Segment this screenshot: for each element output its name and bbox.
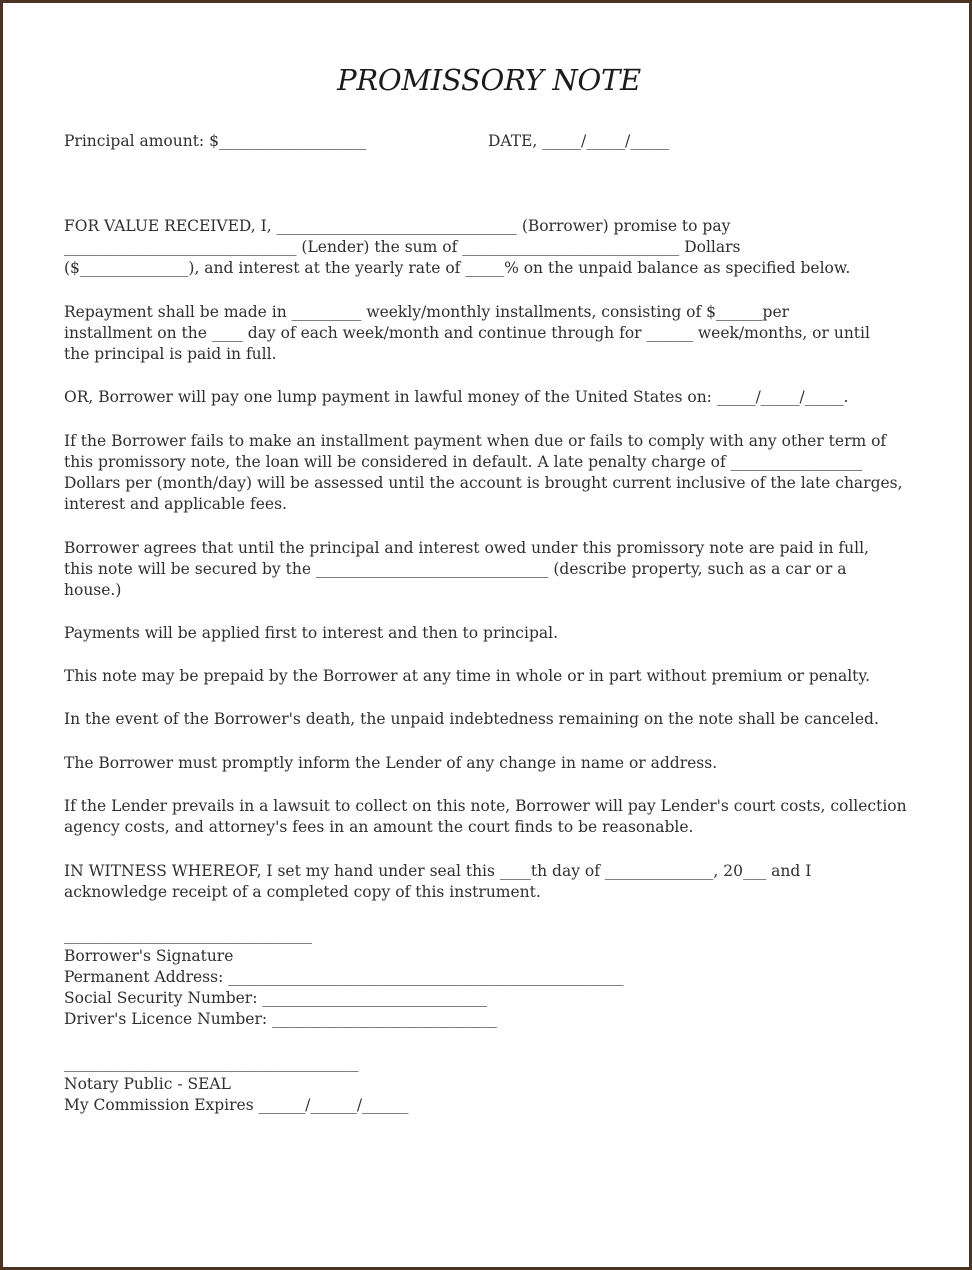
paragraph-4-line: this promissory note, the loan will be considered in default. A late penalty charge of _________________ xyxy=(64,453,863,471)
paragraph-2-line: installment on the ____ day of each week/month and continue through for ______ week/months, or until xyxy=(64,324,870,342)
paragraph-1-line: FOR VALUE RECEIVED, I, _______________________________ (Borrower) promise to pay xyxy=(64,217,731,235)
paragraph-4-line: If the Borrower fails to make an installment payment when due or fails to comply with any other term of xyxy=(64,432,887,450)
paragraph-11-line: IN WITNESS WHEREOF, I set my hand under seal this ____th day of ______________, 20___ and I xyxy=(64,862,812,880)
paragraph-7-line: This note may be prepaid by the Borrower at any time in whole or in part without premium or penalty. xyxy=(64,667,871,685)
paragraph-10-line: agency costs, and attorney's fees in an amount the court finds to be reasonable. xyxy=(64,818,694,836)
date-field: DATE, _____/_____/_____ xyxy=(488,132,669,150)
notary-seal-label: Notary Public - SEAL xyxy=(64,1075,231,1093)
paragraph-1-line: ($______________), and interest at the yearly rate of _____% on the unpaid balance as specified below. xyxy=(64,259,851,277)
paragraph-2-line: the principal is paid in full. xyxy=(64,345,277,363)
paragraph-9-line: The Borrower must promptly inform the Lender of any change in name or address. xyxy=(64,754,718,772)
paragraph-4-line: Dollars per (month/day) will be assessed until the account is brought current inclusive of the late charges, xyxy=(64,474,903,492)
social-security-field: Social Security Number: _____________________________ xyxy=(64,989,488,1007)
drivers-licence-field: Driver's Licence Number: _____________________________ xyxy=(64,1010,497,1028)
notary-signature-line: ______________________________________ xyxy=(64,1054,359,1072)
paragraph-10-line: If the Lender prevails in a lawsuit to collect on this note, Borrower will pay Lender's court costs, collection xyxy=(64,797,907,815)
paragraph-6-line: Payments will be applied first to interest and then to principal. xyxy=(64,624,558,642)
commission-expires-field: My Commission Expires ______/______/______ xyxy=(64,1096,409,1114)
permanent-address-field: Permanent Address: ___________________________________________________ xyxy=(64,968,624,986)
paragraph-3-line: OR, Borrower will pay one lump payment in lawful money of the United States on: _____/_____/_____. xyxy=(64,388,849,406)
paragraph-5-line: house.) xyxy=(64,581,122,599)
paragraph-4-line: interest and applicable fees. xyxy=(64,495,287,513)
document-title: PROMISSORY NOTE xyxy=(337,63,641,97)
principal-amount-field: Principal amount: $___________________ xyxy=(64,132,367,150)
paragraph-5-line: this note will be secured by the ______________________________ (describe property, such as a car or a xyxy=(64,560,847,578)
borrower-signature-label: Borrower's Signature xyxy=(64,947,234,965)
paragraph-2-line: Repayment shall be made in _________ weekly/monthly installments, consisting of $______per xyxy=(64,303,790,321)
paragraph-8-line: In the event of the Borrower's death, the unpaid indebtedness remaining on the note shall be canceled. xyxy=(64,710,879,728)
paragraph-11-line: acknowledge receipt of a completed copy of this instrument. xyxy=(64,883,541,901)
borrower-signature-line: ________________________________ xyxy=(64,926,312,944)
paragraph-1-line: ______________________________ (Lender) the sum of ____________________________ Dollars xyxy=(64,238,741,256)
paragraph-5-line: Borrower agrees that until the principal and interest owed under this promissory note are paid in full, xyxy=(64,539,869,557)
